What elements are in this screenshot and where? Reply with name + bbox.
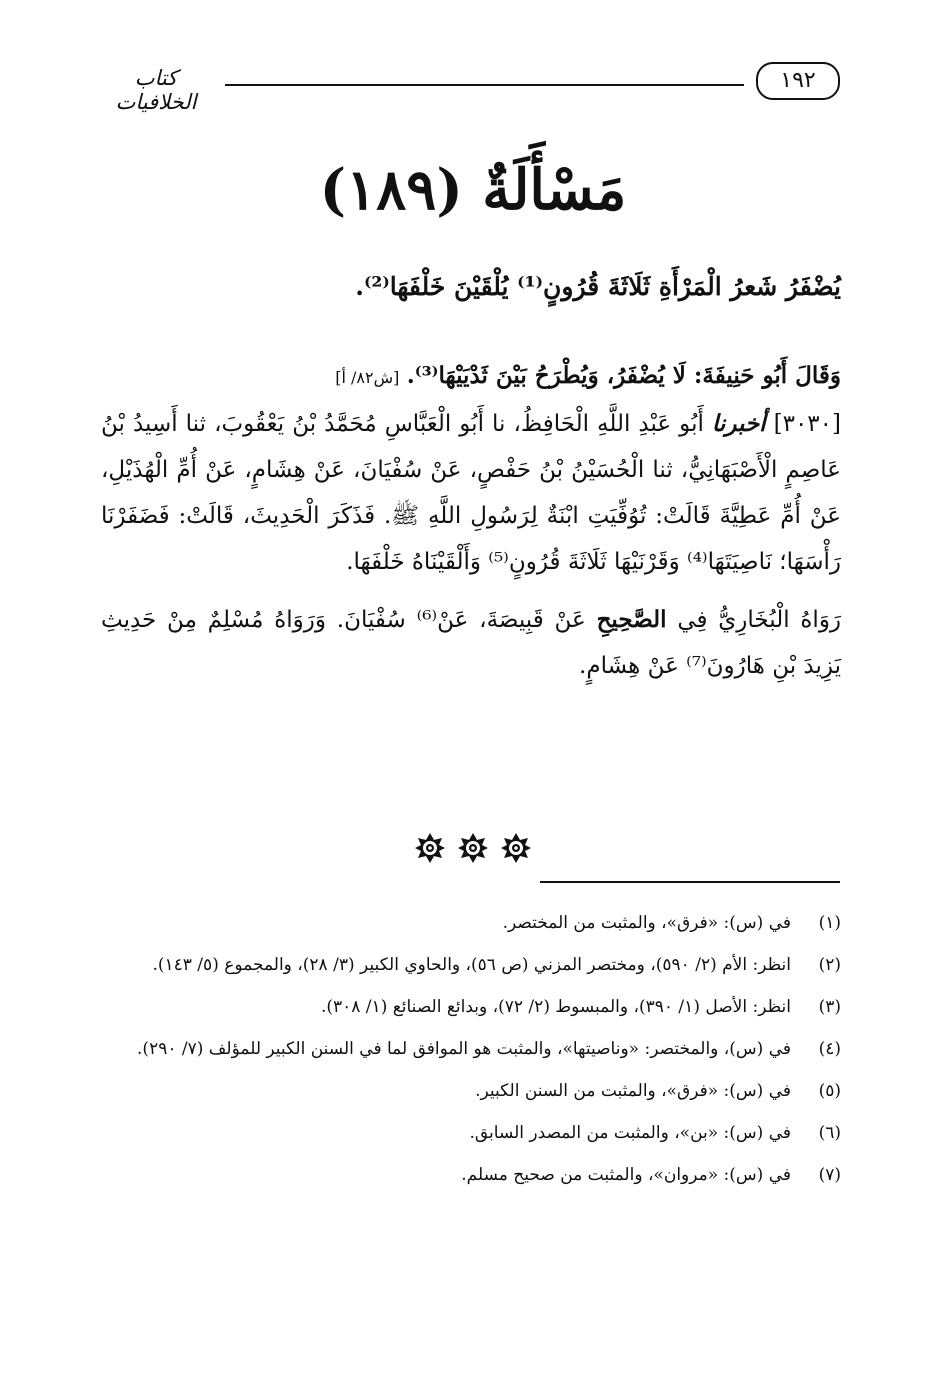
footnote-text: في (س)، والمختصر: «وناصيتها»، والمثبت هو الموافق لما في السنن الكبير للمؤلف (٧/ ٢٩٠). <box>137 1039 791 1059</box>
footnote-text: في (س): «فرق»، والمثبت من المختصر. <box>502 913 791 933</box>
book-title: كتاب الخلافيات <box>115 66 197 114</box>
hadith-text: أَبُو عَبْدِ اللَّهِ الْحَافِظُ، نا أَبُو الْعَبَّاسِ مُحَمَّدُ بْنُ يَعْقُوبَ، ثنا أَسِيدُ بْنُ عَاصِمٍ الْأَصْبَهَانِيُّ، ثنا الْحُسَيْنُ بْنُ حَفْصٍ، عَنْ سُفْيَانَ، عَنْ هِشَامٍ، عَنْ أُمِّ الْهُذَيْلِ، عَنْ أُمِّ عَطِيَّةَ قَالَتْ: تُوُفِّيَتِ ابْنَةٌ لِرَسُولِ اللَّهِ ﷺ. فَذَكَرَ الْحَدِيثَ، قَالَتْ: فَضَفَرْنَا رَأْسَهَا؛ نَاصِيَتَهَا⁽⁴⁾ وَقَرْنَيْهَا ثَلَاثَةَ قُرُونٍ⁽⁵⁾ وَأَلْقَيْنَاهُ خَلْفَهَا. <box>101 411 841 575</box>
footnotes <box>101 905 841 1199</box>
akhbarana-word: أخبرنا <box>711 410 766 437</box>
footnote <box>101 1073 841 1110</box>
paragraph-hadith <box>101 401 841 585</box>
footnote <box>101 905 841 942</box>
footnote-number: (٥) <box>818 1081 841 1101</box>
footnote <box>101 989 841 1026</box>
hadith-number: [٣٠٣٠] <box>773 411 841 437</box>
manuscript-ref: [ش٨٢/ أ] <box>335 368 400 387</box>
section-divider-ornaments <box>0 832 946 868</box>
footnote <box>101 1157 841 1194</box>
star-ornament-icon <box>457 832 489 864</box>
paragraph-text: وَقَالَ أَبُو حَنِيفَةَ: لَا يُضْفَرُ، وَيُطْرَحُ بَيْنَ ثَدْيَيْهَا⁽³⁾. <box>406 362 841 389</box>
takhrij-text-a: رَوَاهُ الْبُخَارِيُّ فِي <box>677 607 842 633</box>
takhrij-text-b: عَنْ قَبِيصَةَ، عَنْ⁽⁶⁾ سُفْيَانَ. وَرَوَاهُ مُسْلِمٌ مِنْ حَدِيثِ يَزِيدَ بْنِ هَارُونَ⁽⁷⁾ عَنْ هِشَامٍ. <box>101 607 841 679</box>
footnote-number: (٦) <box>818 1123 841 1143</box>
header-rule <box>225 84 744 86</box>
footnote-number: (٣) <box>818 997 841 1017</box>
footnote <box>101 1115 841 1152</box>
page-number: ١٩٢ <box>756 62 840 100</box>
footnote-text: في (س): «مروان»، والمثبت من صحيح مسلم. <box>461 1165 791 1185</box>
star-ornament-icon <box>500 832 532 864</box>
sahih-word: الصَّحِيحِ <box>596 606 667 633</box>
footnote-text: انظر: الأم (٢/ ٥٩٠)، ومختصر المزني (ص ٥٦)، والحاوي الكبير (٣/ ٢٨)، والمجموع (٥/ ١٤٣). <box>152 955 791 975</box>
footnote-text: انظر: الأصل (١/ ٣٩٠)، والمبسوط (٢/ ٧٢)، وبدائع الصنائع (١/ ٣٠٨). <box>320 997 791 1017</box>
issue-statement: يُضْفَرُ شَعرُ الْمَرْأَةِ ثَلَاثَةَ قُرُونٍ⁽¹⁾ يُلْقَيْنَ خَلْفَهَا⁽²⁾. <box>355 272 841 301</box>
footnote-text: في (س): «فرق»، والمثبت من السنن الكبير. <box>475 1081 791 1101</box>
footnote-number: (٧) <box>818 1165 841 1185</box>
footnote-number: (٤) <box>818 1039 841 1059</box>
footnote <box>101 947 841 984</box>
section-heading: مَسْأَلَةٌ (١٨٩) <box>319 157 627 223</box>
footnote <box>101 1031 841 1068</box>
paragraph-abu-hanifa <box>101 353 841 401</box>
page-header <box>95 62 840 114</box>
footnote-number: (١) <box>818 913 841 933</box>
footnote-separator <box>540 881 840 883</box>
main-text <box>101 353 841 689</box>
footnote-number: (٢) <box>818 955 841 975</box>
footnote-text: في (س): «بن»، والمثبت من المصدر السابق. <box>469 1123 791 1143</box>
paragraph-takhrij <box>101 597 841 689</box>
star-ornament-icon <box>414 832 446 864</box>
